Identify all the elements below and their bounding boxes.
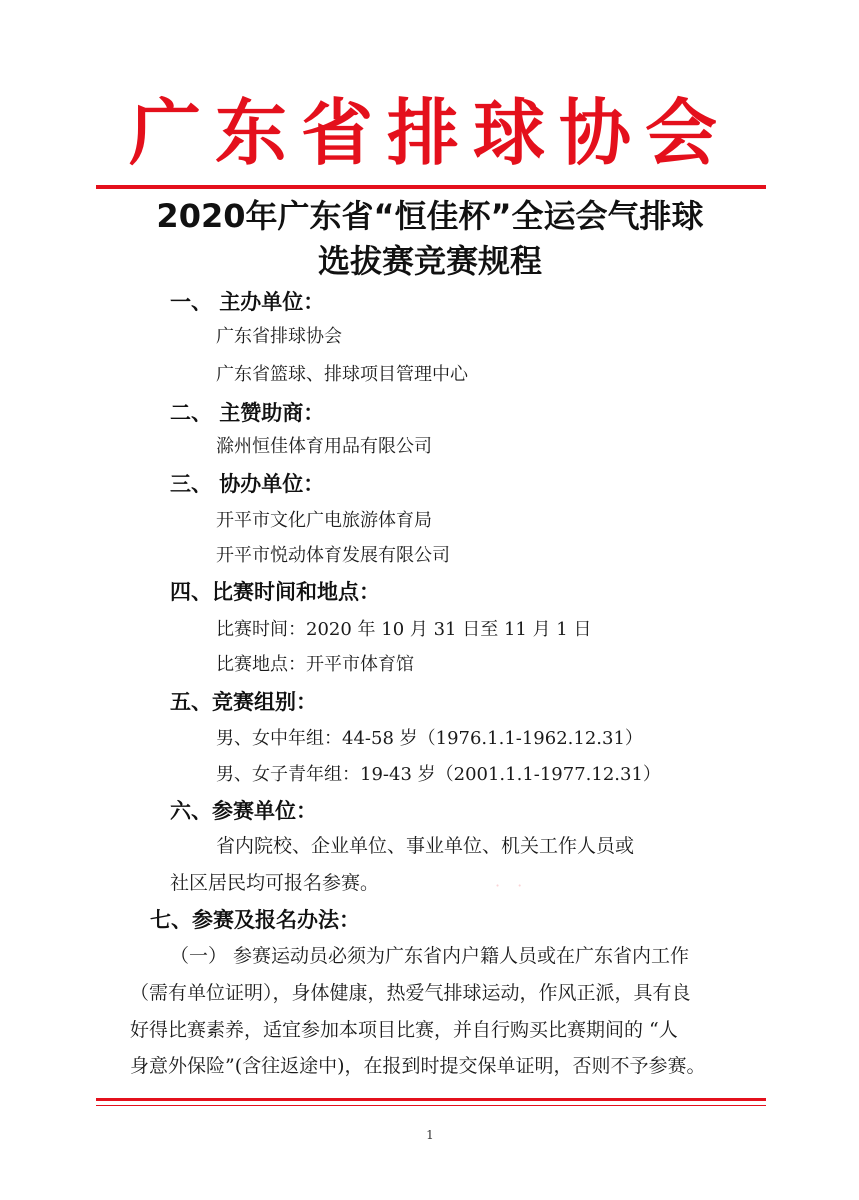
group-youth: 男、女子青年组：19-43 岁（2001.1.1-1977.12.31）	[216, 764, 661, 785]
footer-divider-thick	[96, 1098, 766, 1101]
co-organizer-line-2: 开平市悦动体育发展有限公司	[216, 545, 450, 566]
participants-line-2: 社区居民均可报名参赛。	[170, 872, 380, 894]
co-organizer-line-1: 开平市文化广电旅游体育局	[216, 510, 432, 531]
participants-line-1: 省内院校、企业单位、事业单位、机关工作人员或	[216, 835, 635, 857]
document-title-line-1: 2020年广东省“恒佳杯”全运会气排球	[156, 197, 704, 235]
registration-line-1: （一） 参赛运动员必须为广东省内户籍人员或在广东省内工作	[170, 945, 690, 967]
group-middle-age: 男、女中年组：44-58 岁（1976.1.1-1962.12.31）	[216, 728, 643, 749]
registration-line-4: 身意外保险”(含往返途中)，在报到时提交保单证明，否则不予参赛。	[130, 1055, 706, 1077]
section-heading-groups: 五、竞赛组别：	[170, 690, 317, 714]
section-heading-participants: 六、参赛单位：	[170, 799, 317, 823]
document-title-line-2: 选拔赛竞赛规程	[317, 242, 542, 280]
organizer-line-2: 广东省篮球、排球项目管理中心	[216, 364, 468, 385]
registration-line-2: （需有单位证明），身体健康，热爱气排球运动，作风正派，具有良	[130, 982, 691, 1004]
section-heading-registration: 七、参赛及报名办法：	[150, 908, 360, 932]
registration-line-3: 好得比赛素养，适宜参加本项目比赛，并自行购买比赛期间的 “人	[130, 1019, 678, 1041]
masthead-divider	[96, 185, 766, 189]
section-heading-sponsor: 二、 主赞助商：	[170, 401, 325, 425]
sponsor-line-1: 滁州恒佳体育用品有限公司	[216, 436, 432, 457]
section-heading-co-organizer: 三、 协办单位：	[170, 472, 325, 496]
organizer-line-1: 广东省排球协会	[216, 326, 342, 347]
association-masthead: 广东省排球协会	[128, 90, 731, 175]
faint-seal-mark: · ·	[495, 876, 529, 895]
page-number: 1	[426, 1128, 434, 1142]
footer-divider-thin	[96, 1105, 766, 1106]
match-time: 比赛时间：2020 年 10 月 31 日至 11 月 1 日	[216, 619, 592, 640]
section-heading-time-venue: 四、比赛时间和地点：	[170, 580, 380, 604]
match-venue: 比赛地点：开平市体育馆	[216, 654, 414, 675]
section-heading-organizer: 一、 主办单位：	[170, 290, 325, 314]
